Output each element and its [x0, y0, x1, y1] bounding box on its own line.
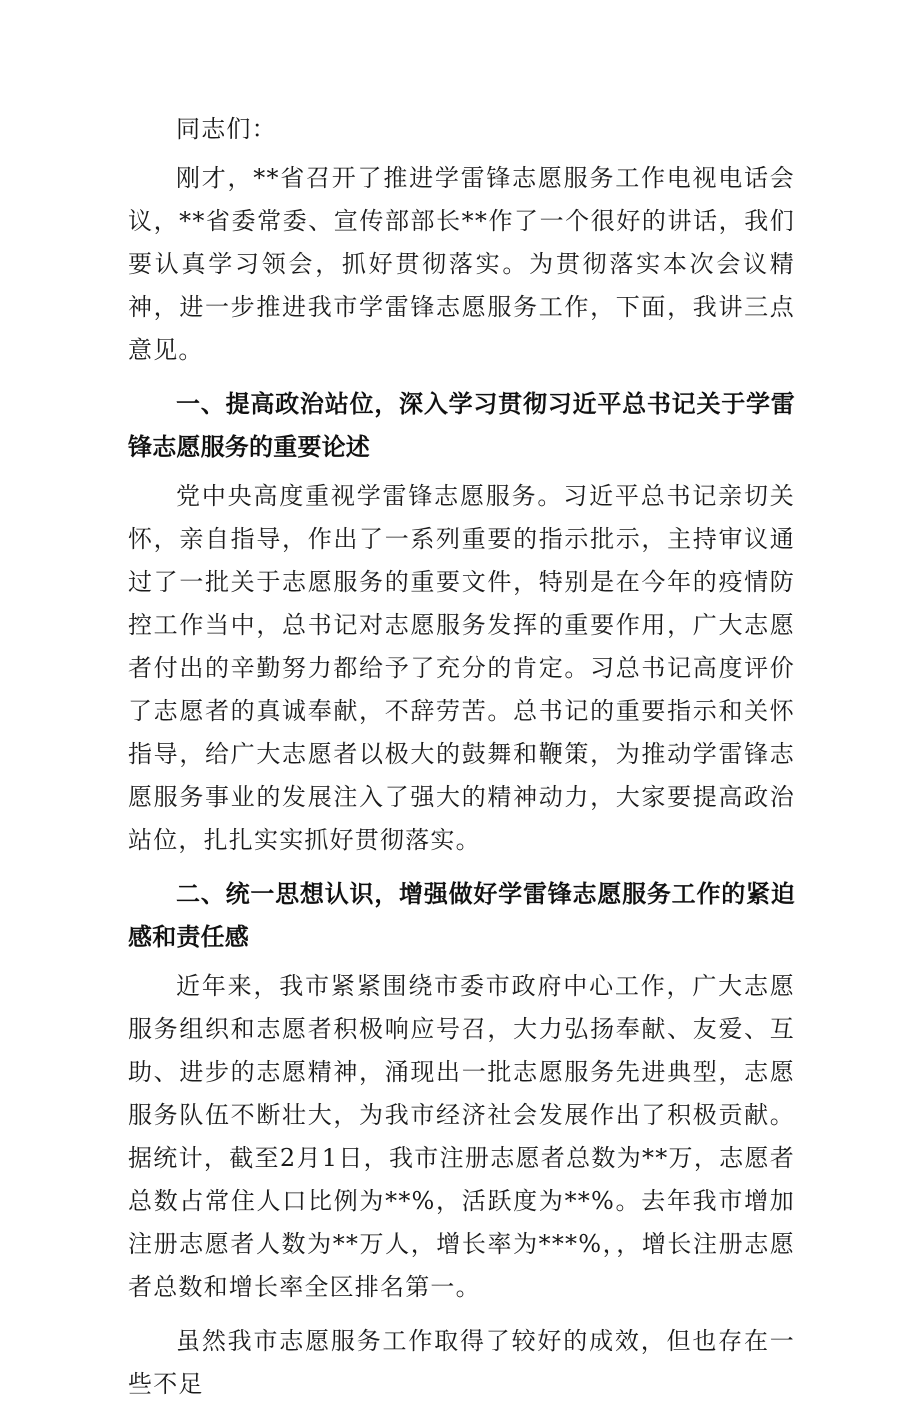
section-2-continuation-paragraph: 虽然我市志愿服务工作取得了较好的成效，但也存在一些不足	[128, 1327, 795, 1398]
section-2-heading: 二、统一思想认识，增强做好学雷锋志愿服务工作的紧迫感和责任感	[128, 880, 795, 951]
section-1-heading: 一、提高政治站位，深入学习贯彻习近平总书记关于学雷锋志愿服务的重要论述	[128, 390, 795, 461]
section-1-paragraph: 党中央高度重视学雷锋志愿服务。习近平总书记亲切关怀，亲自指导，作出了一系列重要的指示批示，主持审议通过了一批关于志愿服务的重要文件，特别是在今年的疫情防控工作当中，总书记对志愿服务发挥的重要作用，广大志愿者付出的辛勤努力都给予了充分的肯定。习总书记高度评价了志愿者的真诚奉献，不辞劳苦。总书记的重要指示和关怀指导，给广大志愿者以极大的鼓舞和鞭策，为推动学雷锋志愿服务事业的发展注入了强大的精神动力，大家要提高政治站位，扎扎实实抓好贯彻落实。	[128, 482, 795, 854]
section-2-paragraph: 近年来，我市紧紧围绕市委市政府中心工作，广大志愿服务组织和志愿者积极响应号召，大力弘扬奉献、友爱、互助、进步的志愿精神，涌现出一批志愿服务先进典型，志愿服务队伍不断壮大，为我市经济社会发展作出了积极贡献。据统计，截至2月1日，我市注册志愿者总数为**万，志愿者总数占常住人口比例为**%，活跃度为**%。去年我市增加注册志愿者人数为**万人，增长率为***%，，增长注册志愿者总数和增长率全区排名第一。	[128, 972, 795, 1301]
intro-paragraph: 刚才，**省召开了推进学雷锋志愿服务工作电视电话会议，**省委常委、宣传部部长**作了一个很好的讲话，我们要认真学习领会，抓好贯彻落实。为贯彻落实本次会议精神，进一步推进我市学雷锋志愿服务工作，下面，我讲三点意见。	[128, 164, 795, 364]
greeting: 同志们：	[176, 115, 277, 143]
